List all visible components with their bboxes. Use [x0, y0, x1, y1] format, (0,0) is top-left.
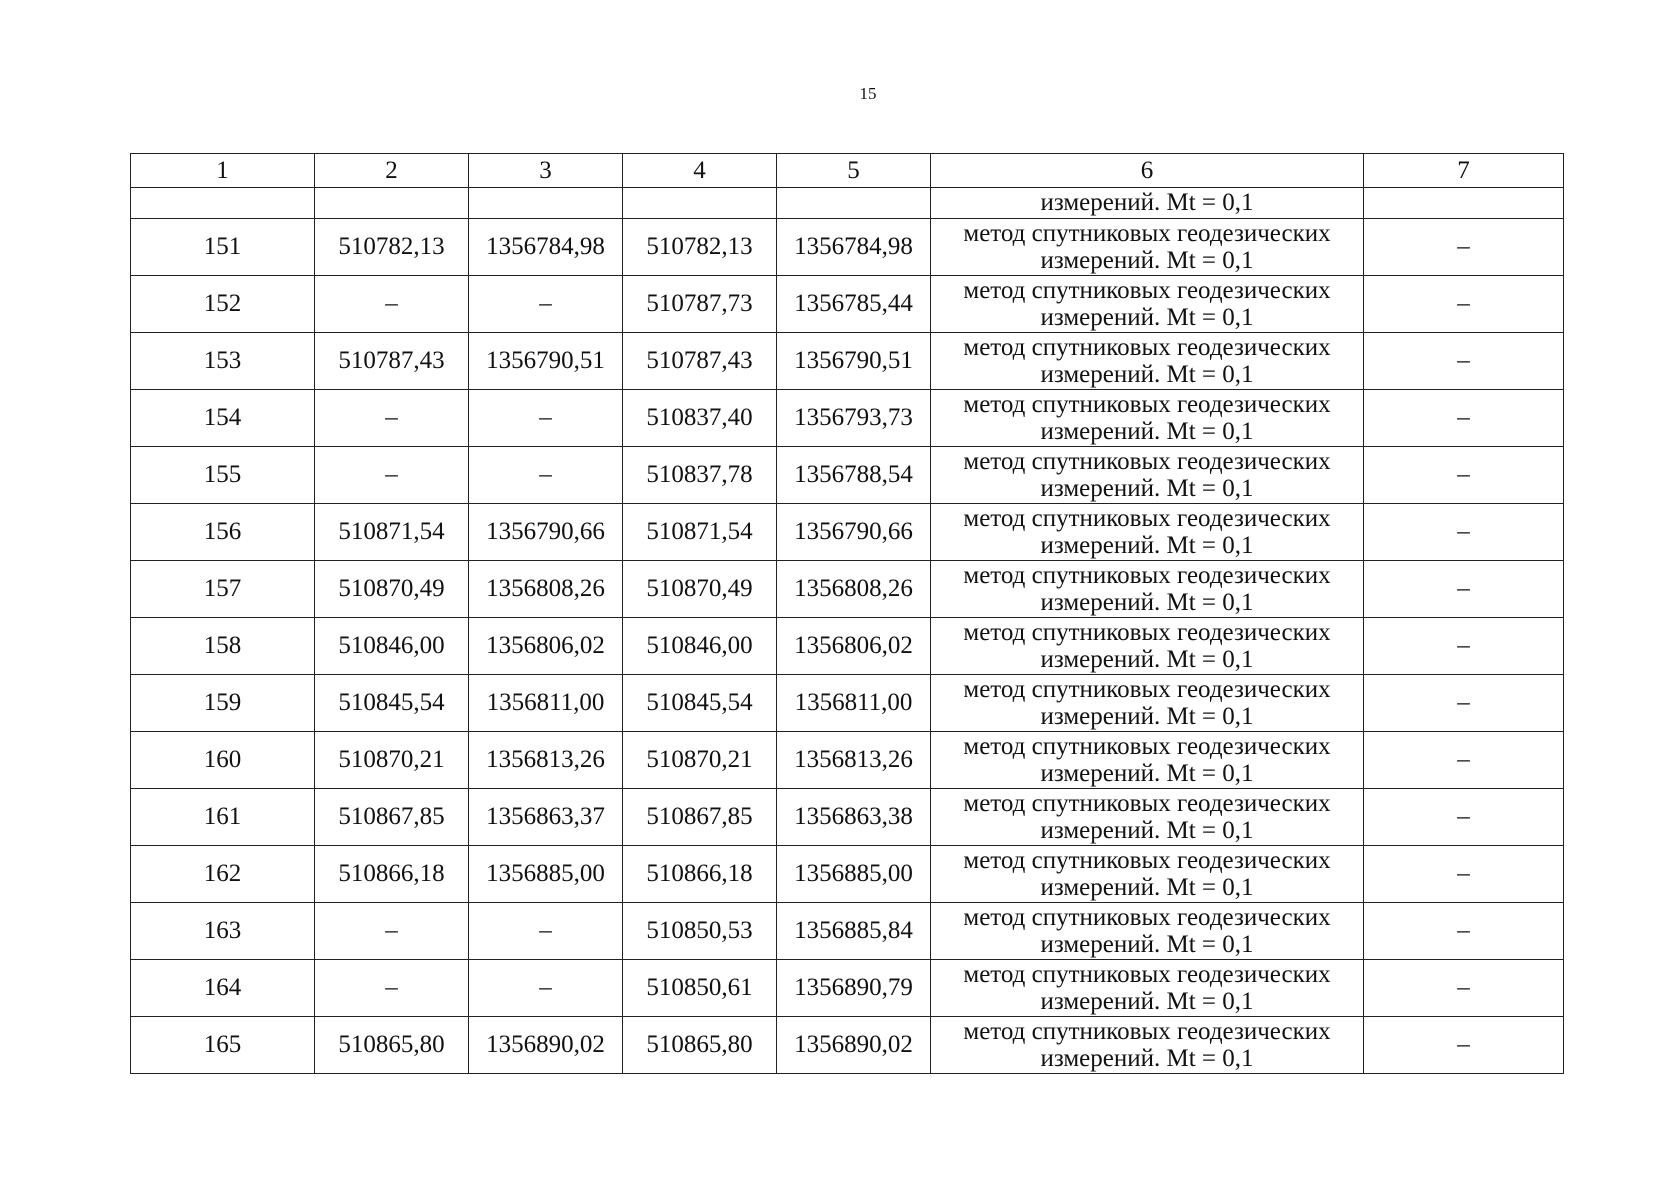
method-line: метод спутниковых геодезических: [963, 562, 1331, 589]
note-cell: –: [1364, 846, 1564, 903]
method-cell: [931, 1017, 1364, 1074]
y-old-cell: 1356863,37: [469, 789, 623, 846]
point-number-cell: 154: [131, 390, 315, 447]
method-line: метод спутниковых геодезических: [963, 220, 1331, 247]
y-new-cell: 1356784,98: [777, 219, 931, 276]
header-cell: 6: [931, 154, 1364, 188]
x-new-cell: 510867,85: [623, 789, 777, 846]
method-cell: [931, 789, 1364, 846]
note-cell: –: [1364, 447, 1564, 504]
method-cell: [931, 618, 1364, 675]
note-cell: –: [1364, 903, 1564, 960]
method-cell: [931, 219, 1364, 276]
x-new-cell: 510787,73: [623, 276, 777, 333]
point-number-cell: 161: [131, 789, 315, 846]
coordinates-table: [130, 153, 1564, 1074]
x-new-cell: 510837,78: [623, 447, 777, 504]
method-line: метод спутниковых геодезических: [963, 1018, 1331, 1045]
x-old-cell: –: [315, 960, 469, 1017]
y-old-cell: 1356784,98: [469, 219, 623, 276]
y-old-cell: 1356811,00: [469, 675, 623, 732]
table-row: [131, 903, 1564, 960]
point-number-cell: 158: [131, 618, 315, 675]
y-new-cell: 1356885,00: [777, 846, 931, 903]
y-new-cell: 1356785,44: [777, 276, 931, 333]
method-cell: [931, 276, 1364, 333]
y-new-cell: 1356808,26: [777, 561, 931, 618]
empty-cell: [131, 188, 315, 219]
y-new-cell: 1356811,00: [777, 675, 931, 732]
note-cell: –: [1364, 333, 1564, 390]
method-line: измерений. Mt = 0,1: [1040, 418, 1254, 445]
method-line: измерений. Mt = 0,1: [1040, 646, 1254, 673]
x-new-cell: 510846,00: [623, 618, 777, 675]
method-line: метод спутниковых геодезических: [963, 904, 1331, 931]
empty-cell: [1364, 188, 1564, 219]
method-cell: [931, 846, 1364, 903]
x-new-cell: 510871,54: [623, 504, 777, 561]
table-row: [131, 447, 1564, 504]
method-cell: [931, 903, 1364, 960]
table-row: [131, 675, 1564, 732]
x-new-cell: 510837,40: [623, 390, 777, 447]
table-row: [131, 504, 1564, 561]
y-new-cell: 1356790,66: [777, 504, 931, 561]
x-old-cell: –: [315, 276, 469, 333]
table-row: [131, 276, 1564, 333]
note-cell: –: [1364, 219, 1564, 276]
method-line: метод спутниковых геодезических: [963, 448, 1331, 475]
y-new-cell: 1356793,73: [777, 390, 931, 447]
table-row: [131, 846, 1564, 903]
page-number: 15: [859, 84, 877, 103]
x-old-cell: –: [315, 390, 469, 447]
y-old-cell: 1356813,26: [469, 732, 623, 789]
method-line: метод спутниковых геодезических: [963, 961, 1331, 988]
table-row: [131, 732, 1564, 789]
continuation-row: [131, 188, 1564, 219]
x-old-cell: 510787,43: [315, 333, 469, 390]
note-cell: –: [1364, 390, 1564, 447]
note-cell: –: [1364, 276, 1564, 333]
x-old-cell: 510845,54: [315, 675, 469, 732]
note-cell: –: [1364, 675, 1564, 732]
method-cell: [931, 732, 1364, 789]
header-cell: 1: [131, 154, 315, 188]
method-cell: [931, 447, 1364, 504]
method-cell: [931, 960, 1364, 1017]
note-cell: –: [1364, 789, 1564, 846]
point-number-cell: 162: [131, 846, 315, 903]
header-cell: 7: [1364, 154, 1564, 188]
y-old-cell: 1356808,26: [469, 561, 623, 618]
table-row: [131, 219, 1564, 276]
table-row: [131, 333, 1564, 390]
y-new-cell: 1356788,54: [777, 447, 931, 504]
x-new-cell: 510850,61: [623, 960, 777, 1017]
x-old-cell: 510867,85: [315, 789, 469, 846]
point-number-cell: 152: [131, 276, 315, 333]
y-old-cell: –: [469, 903, 623, 960]
note-cell: –: [1364, 1017, 1564, 1074]
method-line: измерений. Mt = 0,1: [1040, 589, 1254, 616]
y-new-cell: 1356806,02: [777, 618, 931, 675]
continuation-text: измерений. Mt = 0,1: [931, 188, 1364, 219]
header-cell: 3: [469, 154, 623, 188]
table-row: [131, 618, 1564, 675]
header-cell: 4: [623, 154, 777, 188]
empty-cell: [623, 188, 777, 219]
method-cell: [931, 504, 1364, 561]
x-old-cell: –: [315, 447, 469, 504]
method-cell: [931, 675, 1364, 732]
x-new-cell: 510782,13: [623, 219, 777, 276]
method-line: измерений. Mt = 0,1: [1040, 532, 1254, 559]
point-number-cell: 163: [131, 903, 315, 960]
y-old-cell: 1356885,00: [469, 846, 623, 903]
x-new-cell: 510865,80: [623, 1017, 777, 1074]
empty-cell: [777, 188, 931, 219]
y-new-cell: 1356790,51: [777, 333, 931, 390]
method-line: измерений. Mt = 0,1: [1040, 874, 1254, 901]
method-line: измерений. Mt = 0,1: [1040, 1045, 1254, 1072]
table-row: [131, 960, 1564, 1017]
y-new-cell: 1356863,38: [777, 789, 931, 846]
note-cell: –: [1364, 618, 1564, 675]
table-row: [131, 561, 1564, 618]
table-row: [131, 1017, 1564, 1074]
method-cell: [931, 333, 1364, 390]
table-row: [131, 390, 1564, 447]
header-cell: 5: [777, 154, 931, 188]
method-line: метод спутниковых геодезических: [963, 391, 1331, 418]
method-line: метод спутниковых геодезических: [963, 277, 1331, 304]
x-old-cell: 510871,54: [315, 504, 469, 561]
x-old-cell: –: [315, 903, 469, 960]
header-row: [131, 154, 1564, 188]
note-cell: –: [1364, 561, 1564, 618]
method-line: метод спутниковых геодезических: [963, 847, 1331, 874]
y-old-cell: 1356790,51: [469, 333, 623, 390]
method-line: измерений. Mt = 0,1: [1040, 931, 1254, 958]
method-line: измерений. Mt = 0,1: [1040, 988, 1254, 1015]
point-number-cell: 157: [131, 561, 315, 618]
method-line: измерений. Mt = 0,1: [1040, 475, 1254, 502]
method-cell: [931, 561, 1364, 618]
point-number-cell: 151: [131, 219, 315, 276]
header-cell: 2: [315, 154, 469, 188]
x-old-cell: 510870,21: [315, 732, 469, 789]
x-new-cell: 510866,18: [623, 846, 777, 903]
x-old-cell: 510865,80: [315, 1017, 469, 1074]
x-new-cell: 510845,54: [623, 675, 777, 732]
method-line: метод спутниковых геодезических: [963, 676, 1331, 703]
point-number-cell: 155: [131, 447, 315, 504]
x-old-cell: 510870,49: [315, 561, 469, 618]
method-line: измерений. Mt = 0,1: [1040, 304, 1254, 331]
method-line: измерений. Mt = 0,1: [1040, 247, 1254, 274]
point-number-cell: 156: [131, 504, 315, 561]
point-number-cell: 165: [131, 1017, 315, 1074]
method-line: метод спутниковых геодезических: [963, 505, 1331, 532]
x-old-cell: 510782,13: [315, 219, 469, 276]
table-row: [131, 789, 1564, 846]
x-new-cell: 510870,49: [623, 561, 777, 618]
y-new-cell: 1356813,26: [777, 732, 931, 789]
note-cell: –: [1364, 504, 1564, 561]
empty-cell: [315, 188, 469, 219]
method-line: метод спутниковых геодезических: [963, 733, 1331, 760]
y-old-cell: 1356790,66: [469, 504, 623, 561]
x-old-cell: 510846,00: [315, 618, 469, 675]
method-line: метод спутниковых геодезических: [963, 619, 1331, 646]
note-cell: –: [1364, 960, 1564, 1017]
note-cell: –: [1364, 732, 1564, 789]
y-old-cell: –: [469, 276, 623, 333]
x-old-cell: 510866,18: [315, 846, 469, 903]
x-new-cell: 510870,21: [623, 732, 777, 789]
method-line: измерений. Mt = 0,1: [1040, 760, 1254, 787]
y-old-cell: –: [469, 390, 623, 447]
point-number-cell: 159: [131, 675, 315, 732]
method-cell: [931, 390, 1364, 447]
y-new-cell: 1356885,84: [777, 903, 931, 960]
point-number-cell: 164: [131, 960, 315, 1017]
y-old-cell: –: [469, 447, 623, 504]
point-number-cell: 160: [131, 732, 315, 789]
y-old-cell: 1356890,02: [469, 1017, 623, 1074]
y-old-cell: 1356806,02: [469, 618, 623, 675]
method-line: измерений. Mt = 0,1: [1040, 703, 1254, 730]
method-line: метод спутниковых геодезических: [963, 334, 1331, 361]
y-old-cell: –: [469, 960, 623, 1017]
method-line: измерений. Mt = 0,1: [1040, 817, 1254, 844]
x-new-cell: 510850,53: [623, 903, 777, 960]
method-line: измерений. Mt = 0,1: [1040, 361, 1254, 388]
x-new-cell: 510787,43: [623, 333, 777, 390]
y-new-cell: 1356890,02: [777, 1017, 931, 1074]
y-new-cell: 1356890,79: [777, 960, 931, 1017]
method-line: метод спутниковых геодезических: [963, 790, 1331, 817]
empty-cell: [469, 188, 623, 219]
point-number-cell: 153: [131, 333, 315, 390]
